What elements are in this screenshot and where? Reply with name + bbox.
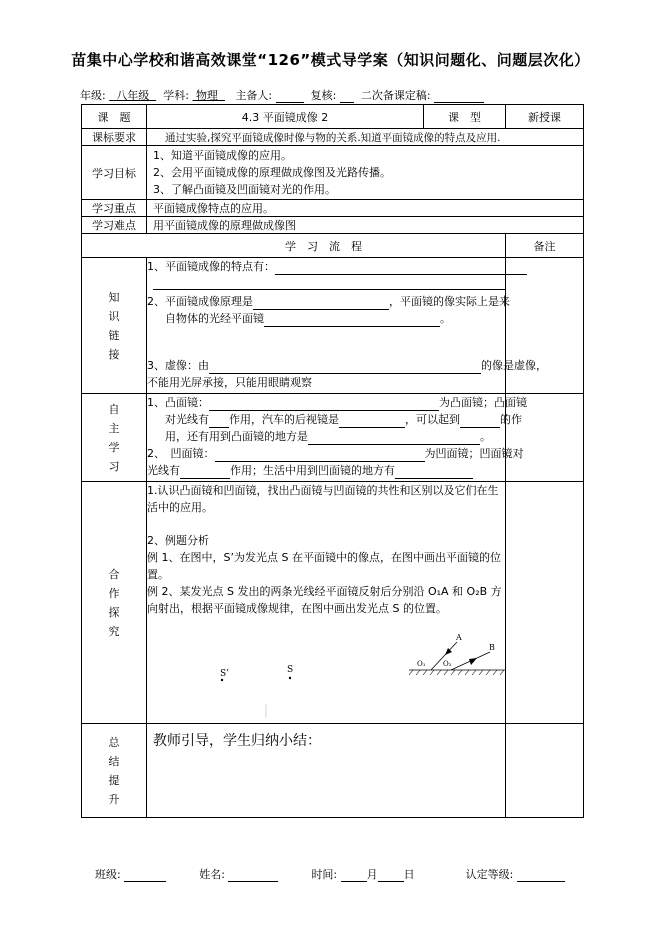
info-line	[80, 87, 484, 103]
goal-item: 2、会用平面镜成像的原理做成像图及光路传播。	[153, 166, 391, 179]
requirement-row	[82, 129, 584, 146]
s2-blank-3[interactable]	[395, 466, 473, 479]
example-figures	[147, 482, 568, 724]
subject-label: 学科:	[163, 89, 189, 102]
name-blank[interactable]	[228, 870, 278, 882]
ray-o2-arrow	[469, 658, 477, 665]
figure-o1-label: O₁	[417, 660, 426, 668]
k1-text: 1、平面镜成像的特点有：	[147, 260, 275, 273]
figure-b-label: B	[489, 643, 495, 652]
difficulty-label: 学习难点	[82, 217, 147, 234]
self-study-content: 1、凸面镜： 为凸面镜；凸面镜 对光线有 作用，汽车的后视镜是 ，可以起到 的作 用，还有用到凸面镜的地方是 。 2、 凹面镜： 为凹面镜；凹面镜对 光线有 作用；生活中用到凹面镜的地方有	[147, 394, 506, 482]
figure-a-label: A	[456, 633, 462, 642]
s1-blank-5[interactable]	[308, 432, 480, 445]
subject-value: 物理	[195, 89, 218, 102]
c2-text: 2、例题分析	[147, 534, 209, 547]
key-point-value: 平面镜成像特点的应用。	[147, 200, 584, 217]
difficulty-value: 用平面镜成像的原理做成像图	[147, 217, 584, 234]
knowledge-content: 1、平面镜成像的特点有： 2、平面镜成像原理是 ，平面镜的像实际上是来 自物体的光经平面镜 。 3、虚像：由 的像是虚像， 不能用光屏承接，只能用眼睛观察	[147, 258, 506, 394]
s1-blank-1[interactable]	[209, 398, 439, 411]
month-label: 月	[366, 868, 378, 881]
figure-s-prime-label: S’	[220, 669, 230, 679]
k2-text-3: 自物体的光经平面镜	[165, 312, 264, 325]
s1-blank-2[interactable]	[209, 415, 229, 428]
k3-blank[interactable]	[209, 361, 481, 374]
s2-blank-1[interactable]	[215, 449, 425, 462]
day-label: 日	[403, 868, 415, 881]
example-2-text: 例 2、某发光点 S 发出的两条光线经平面镜反射后分别沿 O₁A 和 O₂B 方向射出，根据平面镜成像规律，在图中画出发光点 S 的位置。	[147, 585, 502, 615]
flow-header-row	[82, 234, 584, 258]
cooperation-label: 合 作 探 究	[82, 482, 147, 724]
class-label: 班级:	[95, 868, 121, 881]
self-study-row	[82, 394, 584, 482]
goal-item: 3、了解凸面镜及凹面镜对光的作用。	[153, 183, 336, 196]
lesson-table	[81, 104, 584, 818]
summary-note[interactable]	[506, 724, 584, 818]
goal-label: 学习目标	[82, 146, 147, 200]
flow-label: 学 习 流 程	[82, 234, 506, 258]
grade-value: 八年级	[116, 89, 150, 102]
summary-label: 总 结 提 升	[82, 724, 147, 818]
page-title: 苗集中心学校和谐高效课堂“126”模式导学案（知识问题化、问题层次化）	[71, 51, 590, 69]
key-point-row	[82, 200, 584, 217]
class-blank[interactable]	[124, 870, 166, 882]
type-value: 新授课	[506, 105, 584, 129]
requirement-value: 通过实验,探究平面镜成像时像与物的关系.知道平面镜成像的特点及应用.	[147, 129, 584, 146]
point-s-prime	[221, 679, 223, 681]
k1-blank-line[interactable]	[153, 275, 505, 290]
s2-blank-2[interactable]	[180, 466, 230, 479]
key-point-label: 学习重点	[82, 200, 147, 217]
footer	[95, 866, 565, 882]
goal-list	[147, 146, 584, 200]
s1-blank-3[interactable]	[339, 415, 405, 428]
cooperation-content	[147, 482, 506, 724]
point-s	[289, 677, 291, 679]
k2-text: 2、平面镜成像原理是	[147, 295, 253, 308]
goal-row	[82, 146, 584, 200]
requirement-label: 课标要求	[82, 129, 147, 146]
knowledge-row	[82, 258, 584, 394]
difficulty-row	[82, 217, 584, 234]
k2-blank-1[interactable]	[253, 297, 389, 310]
s1-blank-4[interactable]	[460, 415, 500, 428]
day-blank[interactable]	[378, 870, 404, 882]
level-label: 认定等级:	[465, 868, 514, 881]
second-review-label: 二次备课定稿:	[360, 89, 431, 102]
k2-blank-2[interactable]	[264, 314, 440, 327]
preparer-label: 主备人:	[235, 89, 273, 102]
month-blank[interactable]	[341, 870, 367, 882]
topic-value: 4.3 平面镜成像 2	[147, 105, 424, 129]
figure-o2-label: O₂	[443, 660, 452, 668]
cooperation-row	[82, 482, 584, 724]
k3-text-2: 不能用光屏承接，只能用眼睛观察	[147, 376, 312, 389]
second-review-blank[interactable]	[434, 91, 484, 103]
type-label: 课 型	[424, 105, 506, 129]
grade-label: 年级:	[80, 89, 106, 102]
time-label: 时间:	[311, 868, 338, 881]
example-1-text: 例 1、在图中，S’为发光点 S 在平面镜中的像点，在图中画出平面镜的位置。	[147, 551, 501, 581]
k2-text-2: ，平面镜的像实际上是来	[389, 295, 510, 308]
preparer-blank[interactable]	[276, 91, 304, 103]
c1-text: 1.认识凸面镜和凹面镜，找出凸面镜与凹面镜的共性和区别以及它们在生活中的应用。	[147, 484, 499, 514]
summary-row	[82, 724, 584, 818]
k3-text: 3、虚像：由	[147, 359, 209, 372]
knowledge-note[interactable]	[506, 258, 584, 394]
knowledge-label: 知 识 链 接	[82, 258, 147, 394]
topic-row	[82, 105, 584, 129]
name-label: 姓名:	[199, 868, 225, 881]
reviewer-blank[interactable]	[340, 91, 354, 103]
k1-blank[interactable]	[275, 262, 527, 275]
level-blank[interactable]	[517, 870, 565, 882]
goal-item: 1、知道平面镜成像的应用。	[153, 149, 292, 162]
reviewer-label: 复核:	[310, 89, 337, 102]
figure-s-label: S	[287, 665, 294, 675]
self-study-label: 自 主 学 习	[82, 394, 147, 482]
topic-label: 课 题	[82, 105, 147, 129]
mirror-hatching	[409, 670, 504, 675]
note-label: 备注	[506, 234, 584, 258]
summary-text: 教师引导，学生归纳小结：	[147, 724, 506, 818]
